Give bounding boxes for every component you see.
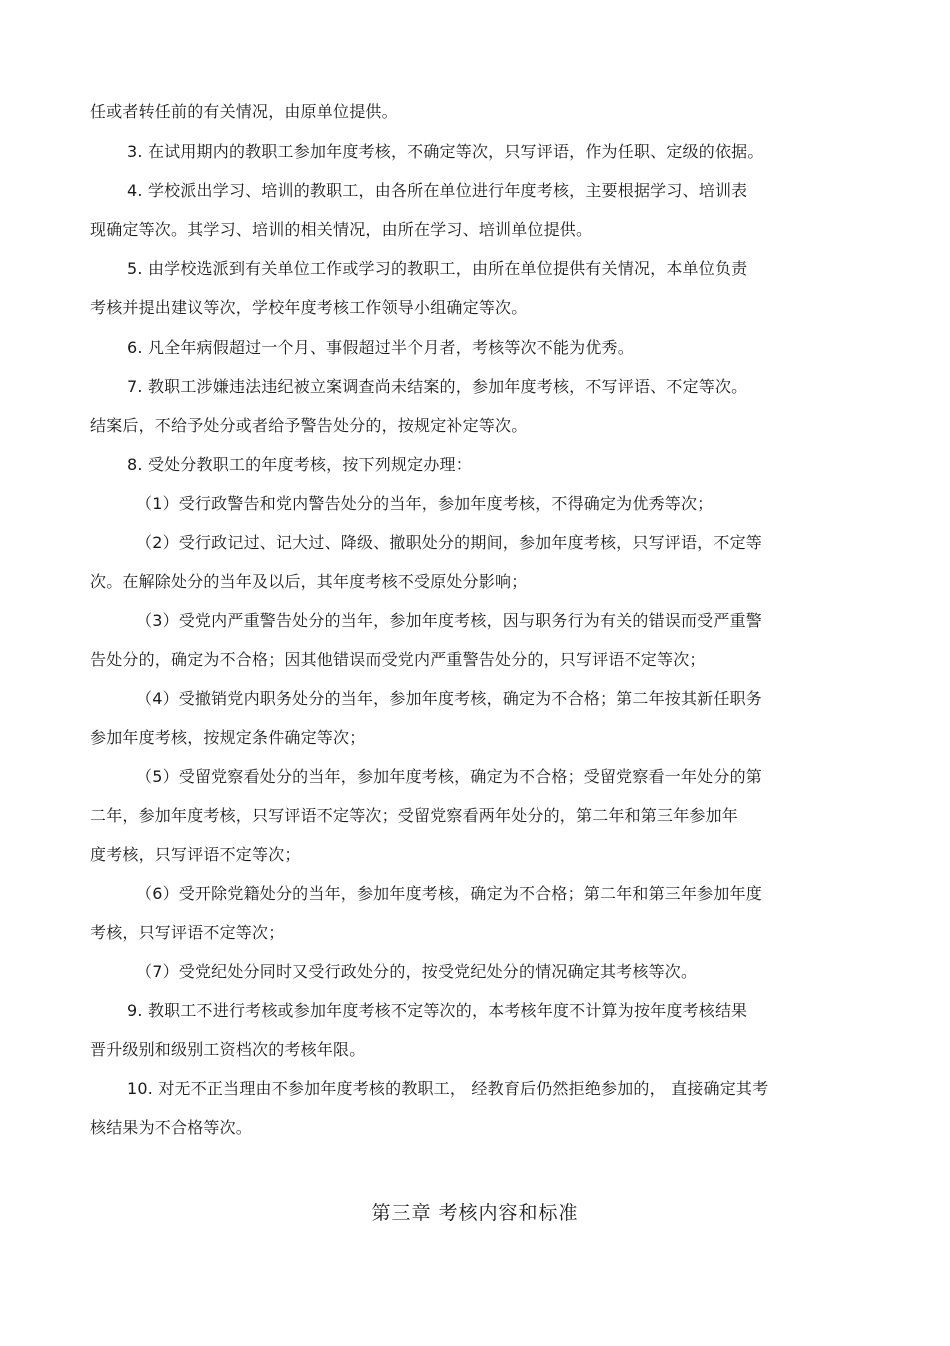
text-line: 8. 受处分教职工的年度考核，按下列规定办理： xyxy=(127,455,472,474)
text-line: 10. 对无不正当理由不参加年度考核的教职工， 经教育后仍然拒绝参加的， 直接确定其考 xyxy=(127,1079,769,1098)
text-line: 告处分的，确定为不合格；因其他错误而受党内严重警告处分的，只写评语不定等次； xyxy=(90,650,706,669)
text-line: 6. 凡全年病假超过一个月、事假超过半个月者，考核等次不能为优秀。 xyxy=(127,338,634,357)
text-line: 度考核，只写评语不定等次； xyxy=(90,845,301,864)
text-line: 结案后，不给予处分或者给予警告处分的，按规定补定等次。 xyxy=(90,416,528,435)
text-line: 次。在解除处分的当年及以后，其年度考核不受原处分影响； xyxy=(90,572,528,591)
text-line: 考核，只写评语不定等次； xyxy=(90,923,285,942)
text-line: 任或者转任前的有关情况，由原单位提供。 xyxy=(90,102,398,121)
text-line: （1）受行政警告和党内警告处分的当年，参加年度考核，不得确定为优秀等次； xyxy=(136,494,714,513)
text-line: 3. 在试用期内的教职工参加年度考核，不确定等次，只写评语，作为任职、定级的依据。 xyxy=(127,142,764,161)
text-line: 4. 学校派出学习、培训的教职工，由各所在单位进行年度考核，主要根据学习、培训表 xyxy=(127,181,748,200)
text-line: （6）受开除党籍处分的当年，参加年度考核，确定为不合格；第二年和第三年参加年度 xyxy=(136,884,762,903)
text-line: 现确定等次。其学习、培训的相关情况，由所在学习、培训单位提供。 xyxy=(90,220,593,239)
text-line: 核结果为不合格等次。 xyxy=(90,1118,253,1137)
text-line: 二年，参加年度考核，只写评语不定等次；受留党察看两年处分的，第二年和第三年参加年 xyxy=(90,806,739,825)
text-line: 5. 由学校选派到有关单位工作或学习的教职工，由所在单位提供有关情况，本单位负责 xyxy=(127,259,748,278)
text-line: 晋升级别和级别工资档次的考核年限。 xyxy=(90,1040,366,1059)
text-line: 7. 教职工涉嫌违法违纪被立案调查尚未结案的，参加年度考核，不写评语、不定等次。 xyxy=(127,377,748,396)
text-line: （4）受撤销党内职务处分的当年，参加年度考核，确定为不合格；第二年按其新任职务 xyxy=(136,689,762,708)
text-line: （2）受行政记过、记大过、降级、撤职处分的期间，参加年度考核，只写评语，不定等 xyxy=(136,533,762,552)
text-line: 考核并提出建议等次，学校年度考核工作领导小组确定等次。 xyxy=(90,298,528,317)
text-line: （3）受党内严重警告处分的当年，参加年度考核，因与职务行为有关的错误而受严重警 xyxy=(136,611,762,630)
text-line: （7）受党纪处分同时又受行政处分的，按受党纪处分的情况确定其考核等次。 xyxy=(136,962,698,981)
text-line: 9. 教职工不进行考核或参加年度考核不定等次的，本考核年度不计算为按年度考核结果 xyxy=(127,1001,748,1020)
text-line: 参加年度考核，按规定条件确定等次； xyxy=(90,728,366,747)
text-line: （5）受留党察看处分的当年，参加年度考核，确定为不合格；受留党察看一年处分的第 xyxy=(136,767,762,786)
chapter-title: 第三章 考核内容和标准 xyxy=(371,1202,579,1224)
